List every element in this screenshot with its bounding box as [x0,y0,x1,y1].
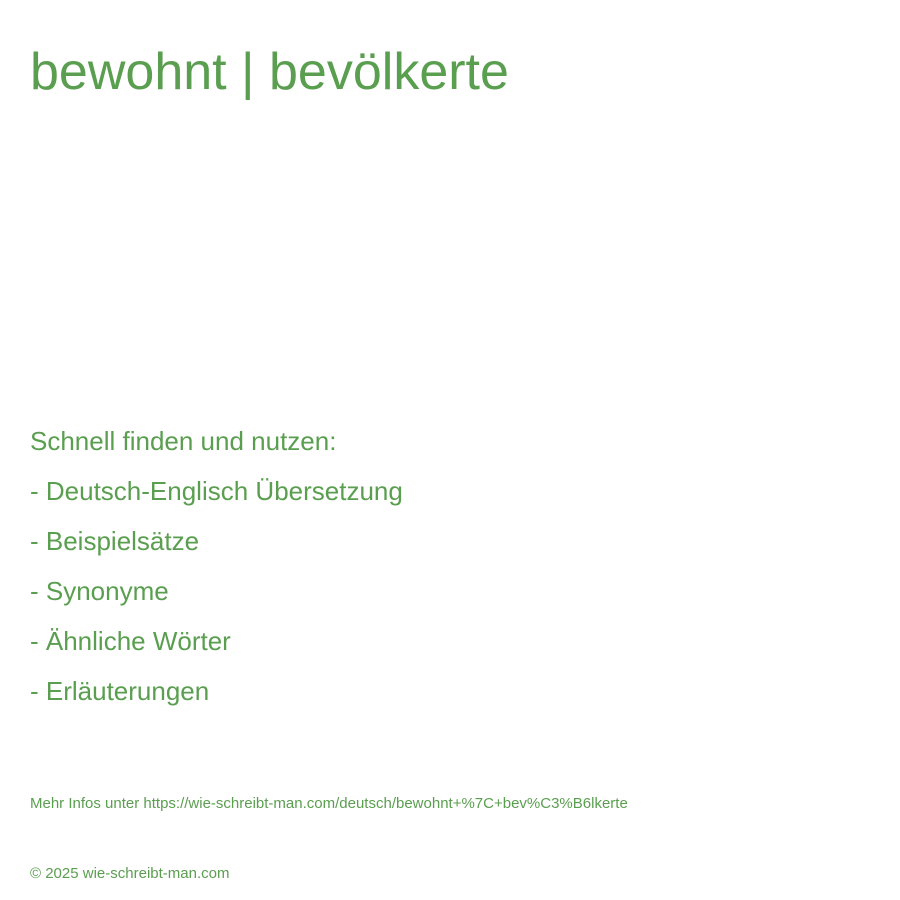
feature-list [30,424,403,724]
page-title: bewohnt | bevölkerte [30,43,509,101]
feature-item-synonyms: - Synonyme [30,576,169,606]
feature-items [30,474,403,724]
feature-item-explanations: - Erläuterungen [30,676,210,706]
feature-item-similar-words: - Ähnliche Wörter [30,626,231,656]
more-info-link[interactable]: https://wie-schreibt-man.com/deutsch/bewohnt+%7C+bev%C3%B6lkerte [143,795,628,812]
more-info-prefix: Mehr Infos unter [30,795,144,812]
more-info-line [30,794,628,814]
feature-list-heading: Schnell finden und nutzen: [30,426,337,456]
feature-item-example-sentences: - Beispielsätze [30,526,200,556]
feature-item-translation: - Deutsch-Englisch Übersetzung [30,476,403,506]
copyright-notice: © 2025 wie-schreibt-man.com [30,865,230,882]
